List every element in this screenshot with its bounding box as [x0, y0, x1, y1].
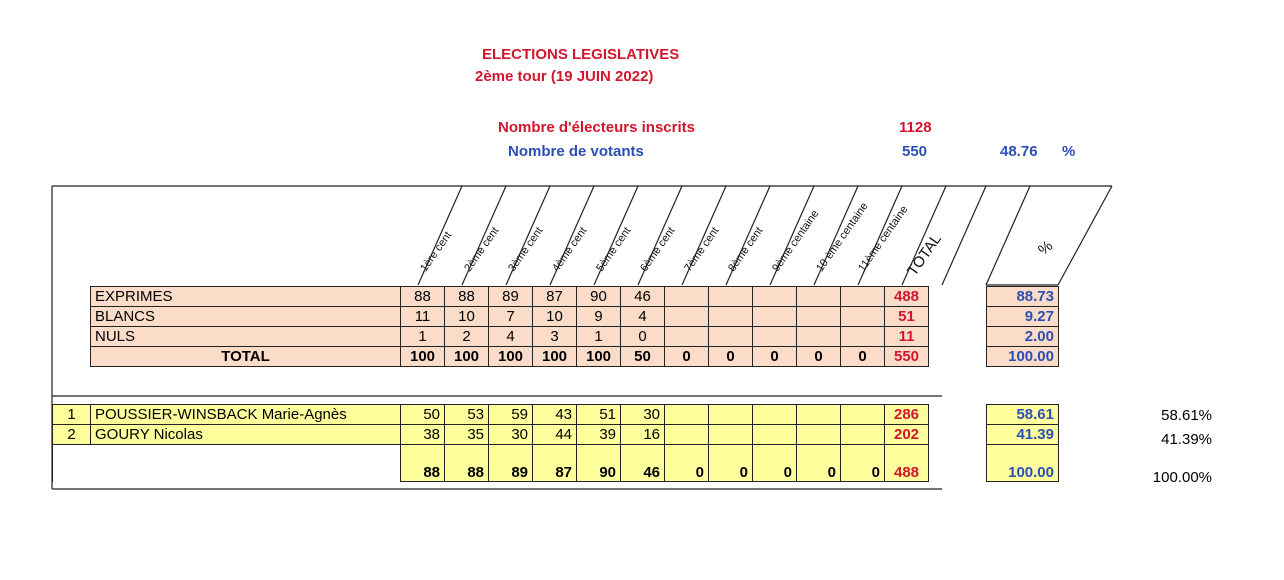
- row-total: 11: [885, 327, 929, 347]
- cell: 0: [665, 445, 709, 482]
- cell: 50: [621, 347, 665, 367]
- cell: 46: [621, 445, 665, 482]
- table-row-total: [91, 347, 929, 367]
- cell: 100: [401, 347, 445, 367]
- candidates-grand-total: 488: [885, 445, 929, 482]
- cell: 50: [401, 405, 445, 425]
- candidate-name: GOURY Nicolas: [91, 425, 401, 445]
- cell: 0: [753, 347, 797, 367]
- col-header-2: 2ème cent: [462, 225, 502, 274]
- candidate-1-pct-right: 58.61%: [1161, 407, 1212, 424]
- pct-cell: 100.00: [987, 347, 1059, 367]
- cell: 51: [577, 405, 621, 425]
- cell: [841, 405, 885, 425]
- cell: 0: [709, 347, 753, 367]
- total-pct-right: 100.00%: [1152, 469, 1212, 486]
- cell: 0: [797, 445, 841, 482]
- cell: [665, 425, 709, 445]
- pct-cell: 2.00: [987, 327, 1059, 347]
- cell: 7: [489, 307, 533, 327]
- cell: 2: [445, 327, 489, 347]
- row-label: TOTAL: [91, 347, 401, 367]
- candidate-number: 2: [53, 425, 91, 445]
- cell: [797, 405, 841, 425]
- cell: 0: [665, 347, 709, 367]
- candidate-number: 1: [53, 405, 91, 425]
- title-line-2: 2ème tour (19 JUIN 2022): [475, 68, 654, 85]
- cell: 87: [533, 445, 577, 482]
- candidate-total: 202: [885, 425, 929, 445]
- cell: [709, 327, 753, 347]
- cell: [797, 425, 841, 445]
- inscrits-label: Nombre d'électeurs inscrits: [498, 119, 695, 136]
- cell: 100: [533, 347, 577, 367]
- cell: 88: [445, 445, 489, 482]
- votants-value: 550: [902, 143, 928, 160]
- cell: 44: [533, 425, 577, 445]
- col-header-8: 8ème cent: [726, 225, 766, 274]
- cell: 1: [401, 327, 445, 347]
- cell: 10: [445, 307, 489, 327]
- cell: 38: [401, 425, 445, 445]
- cell: [665, 287, 709, 307]
- cell: 90: [577, 287, 621, 307]
- pct-cell: 100.00: [987, 445, 1059, 482]
- cell: 0: [841, 445, 885, 482]
- cell: [709, 287, 753, 307]
- table-row: [91, 327, 929, 347]
- row-label: BLANCS: [91, 307, 401, 327]
- cell: 88: [401, 287, 445, 307]
- cell: 100: [577, 347, 621, 367]
- cell: [753, 287, 797, 307]
- cell: 0: [841, 347, 885, 367]
- cell: 0: [709, 445, 753, 482]
- cell: 100: [445, 347, 489, 367]
- cell: 43: [533, 405, 577, 425]
- title-line-1: ELECTIONS LEGISLATIVES: [482, 46, 680, 63]
- cell: 46: [621, 287, 665, 307]
- candidate-total: 286: [885, 405, 929, 425]
- cell: 100: [489, 347, 533, 367]
- cell: 35: [445, 425, 489, 445]
- col-header-1: 1ère cent: [418, 229, 455, 274]
- pct-cell: 9.27: [987, 307, 1059, 327]
- cell: 88: [401, 445, 445, 482]
- cell: [753, 327, 797, 347]
- cell: 10: [533, 307, 577, 327]
- candidate-name: POUSSIER-WINSBACK Marie-Agnès: [91, 405, 401, 425]
- col-header-5: 5ème cent: [594, 225, 634, 274]
- cell: 89: [489, 287, 533, 307]
- cell: 88: [445, 287, 489, 307]
- pct-cell: 41.39: [987, 425, 1059, 445]
- cell: [709, 425, 753, 445]
- candidates-pct-table: [986, 404, 1059, 482]
- cell: [665, 405, 709, 425]
- col-header-7: 7ème cent: [682, 225, 722, 274]
- cell: [841, 307, 885, 327]
- cell: 1: [577, 327, 621, 347]
- pct-header: %: [1035, 237, 1057, 259]
- col-header-6: 6ème cent: [638, 225, 678, 274]
- cell: 9: [577, 307, 621, 327]
- cell: [797, 327, 841, 347]
- row-total: 550: [885, 347, 929, 367]
- table-row: [91, 287, 929, 307]
- inscrits-value: 1128: [899, 119, 932, 136]
- cell: [665, 327, 709, 347]
- cell: [665, 307, 709, 327]
- col-header-4: 4ème cent: [550, 225, 590, 274]
- cell: [841, 327, 885, 347]
- cell: 0: [621, 327, 665, 347]
- cell: [797, 287, 841, 307]
- row-total: 51: [885, 307, 929, 327]
- candidates-total-row: [53, 445, 929, 482]
- cell: 87: [533, 287, 577, 307]
- candidates-table: [52, 404, 929, 482]
- cell: [797, 307, 841, 327]
- cell: 0: [797, 347, 841, 367]
- stats-table: [90, 286, 929, 367]
- participation-symbol: %: [1062, 143, 1076, 160]
- blank-cell: [53, 445, 401, 482]
- pct-cell: 58.61: [987, 405, 1059, 425]
- cell: [709, 405, 753, 425]
- cell: [841, 425, 885, 445]
- cell: [709, 307, 753, 327]
- cell: 53: [445, 405, 489, 425]
- cell: 30: [489, 425, 533, 445]
- cell: [753, 307, 797, 327]
- candidate-row: [53, 405, 929, 425]
- table-row: [91, 307, 929, 327]
- row-label: NULS: [91, 327, 401, 347]
- stats-pct-table: [986, 286, 1059, 367]
- col-header-11: 11ème centaine: [856, 203, 911, 274]
- row-label: EXPRIMES: [91, 287, 401, 307]
- col-header-3: 3ème cent: [506, 225, 546, 274]
- cell: 90: [577, 445, 621, 482]
- col-header-9: 9ème centaine: [770, 207, 822, 274]
- participation-pct: 48.76: [1000, 143, 1038, 160]
- cell: [753, 405, 797, 425]
- cell: 4: [489, 327, 533, 347]
- cell: [841, 287, 885, 307]
- candidate-row: [53, 425, 929, 445]
- total-header: TOTAL: [904, 230, 945, 279]
- cell: 59: [489, 405, 533, 425]
- cell: 89: [489, 445, 533, 482]
- cell: 0: [753, 445, 797, 482]
- cell: 30: [621, 405, 665, 425]
- cell: 11: [401, 307, 445, 327]
- cell: 4: [621, 307, 665, 327]
- col-header-10: 10 ème centaine: [814, 200, 871, 274]
- pct-cell: 88.73: [987, 287, 1059, 307]
- cell: 39: [577, 425, 621, 445]
- votants-label: Nombre de votants: [508, 143, 644, 160]
- cell: [753, 425, 797, 445]
- cell: 3: [533, 327, 577, 347]
- candidate-2-pct-right: 41.39%: [1161, 431, 1212, 448]
- row-total: 488: [885, 287, 929, 307]
- cell: 16: [621, 425, 665, 445]
